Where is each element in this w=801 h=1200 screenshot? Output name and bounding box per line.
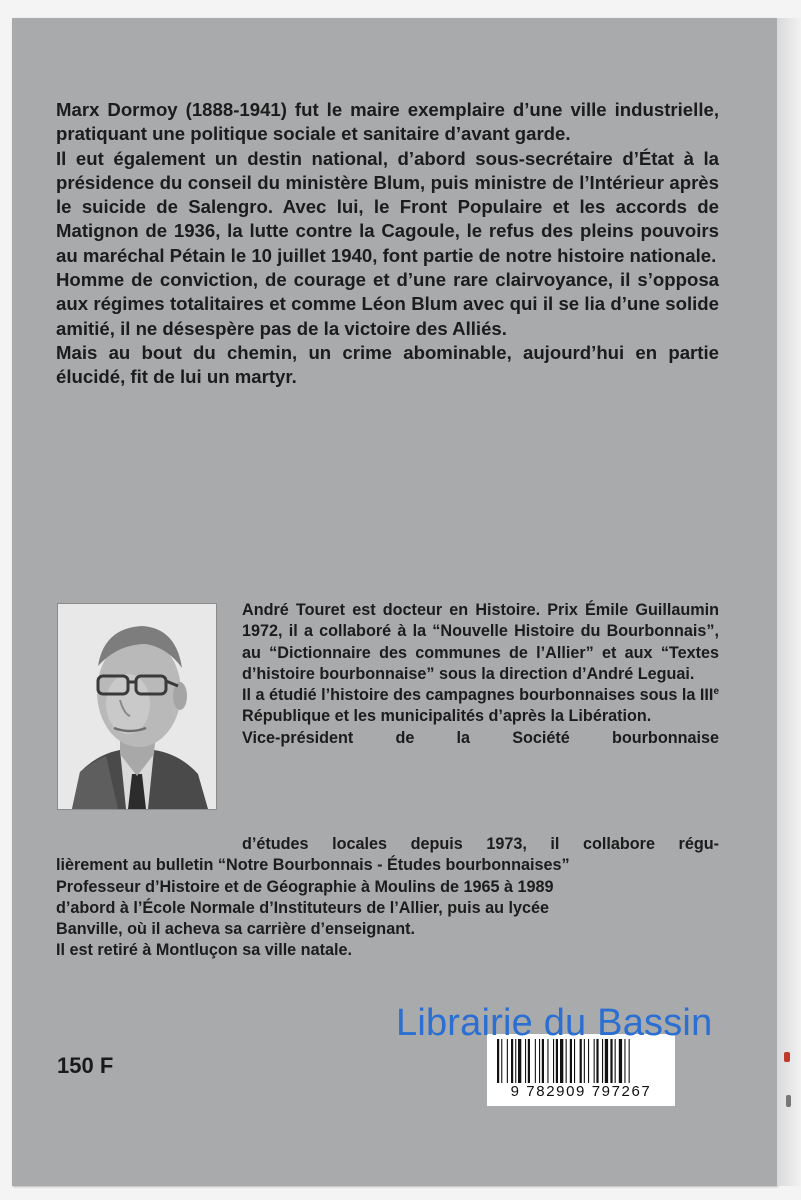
book-edge (777, 18, 801, 1186)
barcode-bar (605, 1039, 608, 1083)
barcode-bar (542, 1039, 544, 1083)
barcode-bar (560, 1039, 563, 1083)
bio-paragraph (242, 685, 719, 728)
barcode-bar (566, 1039, 567, 1083)
blurb-paragraph: Mais au bout du chemin, un crime abominable, aujourd’hui en partie élucidé, fit de lui un martyr. (56, 341, 719, 388)
barcode-bar (501, 1039, 502, 1083)
barcode-bar (515, 1039, 516, 1083)
author-bio (242, 600, 719, 749)
author-photo (57, 603, 217, 810)
superscript: e (713, 686, 719, 698)
barcode-bar (553, 1039, 554, 1083)
blurb-paragraph: Il eut également un destin national, d’abord sous-secrétaire d’État à la présidence du conseil du ministère Blum, puis ministre de l’Intérieur après le suicide de Salengro. Avec lui, le Front Populaire et les accords de Matignon de 1936, la lutte contre la Cagoule, le refus des pleins pouvoirs au maréchal Pétain le 10 juillet 1940, font partie de notre histoire nationale. (56, 147, 719, 266)
barcode-bar (507, 1039, 508, 1083)
barcode-bar (610, 1039, 612, 1083)
barcode-bar (574, 1039, 575, 1083)
barcode-bar (539, 1039, 540, 1083)
barcode-bar (584, 1039, 585, 1083)
barcode-bar (570, 1039, 572, 1083)
edge-mark (786, 1095, 791, 1107)
bio-line: lièrement au bulletin “Notre Bourbonnais - Études bourbonnaises” (56, 856, 570, 875)
bio-text: République et les municipalités d’après la Libération. (242, 707, 652, 726)
blurb-paragraph: Homme de conviction, de courage et d’une rare clairvoyance, il s’opposa aux régimes totalitaires et comme Léon Blum avec qui il se lia d’une solide amitié, il ne désespère pas de la victoire des Alliés. (56, 269, 719, 339)
bio-line: Vice-président de la Société bourbonnaise (242, 728, 719, 747)
bio-line: Banville, où il acheva sa carrière d’enseignant. (56, 920, 415, 939)
price: 150 F (57, 1053, 114, 1078)
bio-paragraph: André Touret est docteur en Histoire. Prix Émile Guillaumin 1972, il a collaboré à la “Nouvelle Histoire du Bourbonnais”, au “Dictionnaire des communes de l’Allier” et aux “Textes d’histoire bourbonnaise” sous la direction d’André Leguai. (242, 601, 719, 683)
bio-line: d’études locales depuis 1973, il collabore régu- (242, 835, 719, 853)
barcode-bar (629, 1039, 630, 1083)
barcode-bar (596, 1039, 598, 1083)
barcode-bar (547, 1039, 548, 1083)
bio-line: Professeur d’Histoire et de Géographie à Moulins de 1965 à 1989 (56, 877, 554, 896)
barcode-bar (624, 1039, 625, 1083)
barcode-bar (602, 1039, 603, 1083)
author-bio-continued (56, 834, 719, 962)
barcode-bar (556, 1039, 558, 1083)
barcode-bar (619, 1039, 622, 1083)
barcode-bar (535, 1039, 536, 1083)
barcode-bars (497, 1039, 665, 1083)
barcode-bar (497, 1039, 499, 1083)
barcode-bar (615, 1039, 616, 1083)
seller-watermark: Librairie du Bassin (396, 1002, 713, 1044)
bio-line: d’abord à l’École Normale d’Instituteurs de l’Allier, puis au lycée (56, 898, 549, 917)
barcode-bar (580, 1039, 582, 1083)
blurb-paragraph: Marx Dormoy (1888-1941) fut le maire exemplaire d’une ville industrielle, pratiquant une politique sociale et sanitaire d’avant garde. (56, 99, 719, 145)
barcode-bar (588, 1039, 589, 1083)
bio-line: Il est retiré à Montluçon sa ville natale. (56, 941, 352, 960)
book-blurb (56, 98, 719, 390)
barcode-bar (518, 1039, 521, 1083)
barcode-bar (511, 1039, 513, 1083)
edge-mark (784, 1052, 790, 1062)
barcode-bar (594, 1039, 595, 1083)
barcode-bar (525, 1039, 526, 1083)
bio-text: Il a étudié l’histoire des campagnes bourbonnaises sous la III (242, 686, 714, 705)
isbn-number: 9 782909 797267 (510, 1083, 652, 1100)
barcode-bar (528, 1039, 530, 1083)
